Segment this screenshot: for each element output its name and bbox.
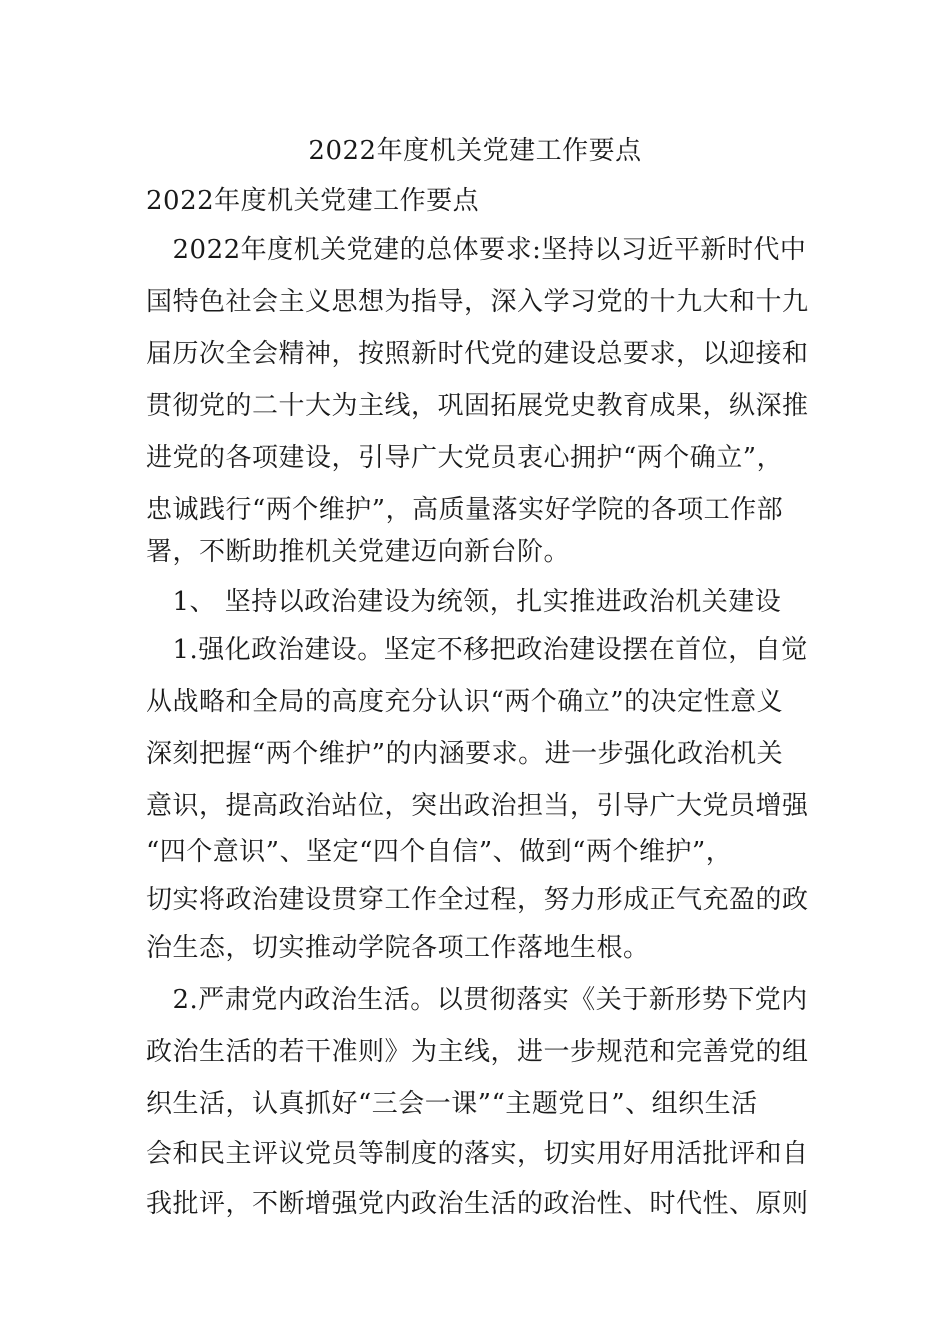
body-line: 治生态，切实推动学院各项工作落地生根。 [146,933,650,963]
body-line: 署，不断助推机关党建迈向新台阶。 [146,537,571,567]
body-line: 忠诚践行“两个维护”，高质量落实好学院的各项工作部 [146,495,784,525]
body-line: 切实将政治建设贯穿工作全过程，努力形成正气充盈的政 [146,885,809,915]
body-line: 深刻把握“两个维护”的内涵要求。进一步强化政治机关 [146,739,784,769]
section-heading: 1、 坚持以政治建设为统领，扎实推进政治机关建设 [146,587,782,617]
body-line: 会和民主评议党员等制度的落实，切实用好用活批评和自 [146,1139,809,1169]
body-line: 2.严肃党内政治生活。以贯彻落实《关于新形势下党内 [146,985,808,1015]
body-line: 国特色社会主义思想为指导，深入学习党的十九大和十九 [146,287,809,317]
body-line: 政治生活的若干准则》为主线，进一步规范和完善党的组 [146,1037,809,1067]
body-line: 意识，提高政治站位，突出政治担当，引导广大党员增强 [146,791,809,821]
body-line: 从战略和全局的高度充分认识“两个确立”的决定性意义 [146,687,784,717]
body-line: 我批评，不断增强党内政治生活的政治性、时代性、原则 [146,1189,809,1219]
body-line: “四个意识”、坚定“四个自信”、做到“两个维护”， [146,837,733,867]
body-line: 届历次全会精神，按照新时代党的建设总要求，以迎接和 [146,339,809,369]
body-line: 进党的各项建设，引导广大党员衷心拥护“两个确立”， [146,443,784,473]
body-line: 2022年度机关党建的总体要求:坚持以习近平新时代中 [146,235,807,265]
document-title: 2022年度机关党建工作要点 [308,136,642,166]
body-line: 贯彻党的二十大为主线，巩固拓展党史教育成果，纵深推 [146,391,809,421]
body-line: 织生活，认真抓好“三会一课”“主题党日”、组织生活 [146,1089,758,1119]
body-line: 1.强化政治建设。坚定不移把政治建设摆在首位，自觉 [146,635,808,665]
document-subtitle: 2022年度机关党建工作要点 [146,186,480,216]
